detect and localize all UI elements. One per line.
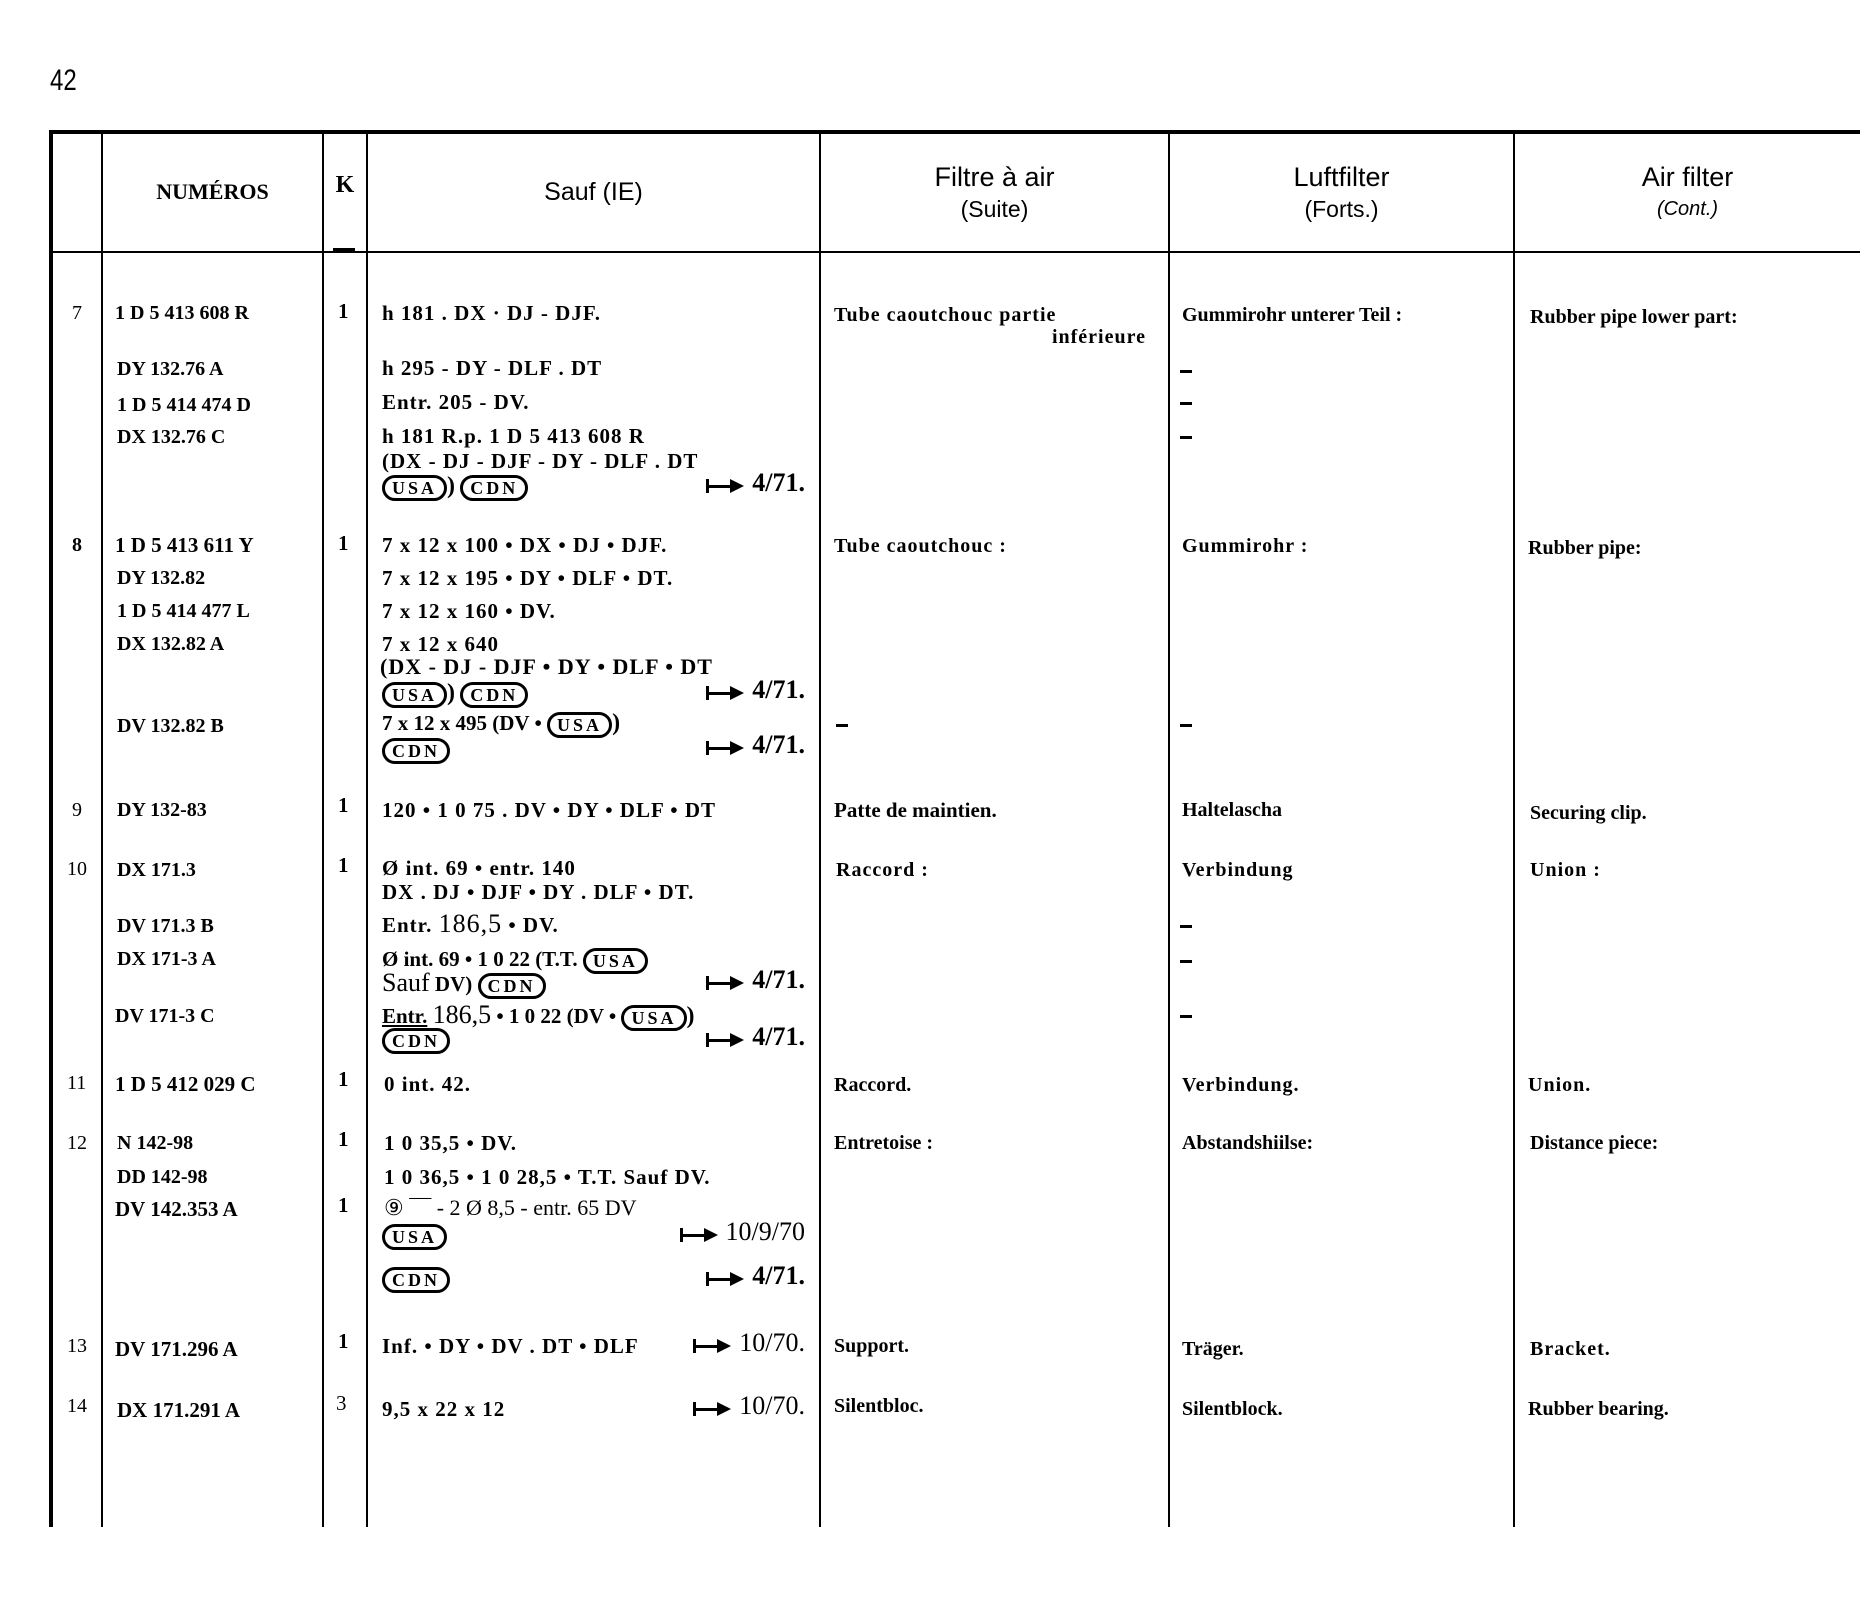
column-divider (1168, 132, 1170, 1527)
part-number: DX 171-3 A (117, 948, 216, 970)
exception-line (382, 970, 546, 999)
date-text: 10/70. (739, 1328, 805, 1357)
country-oval: USA (382, 475, 447, 501)
ditto-dash (1180, 370, 1192, 373)
ditto-dash (836, 724, 848, 727)
row-number: 10 (67, 858, 87, 880)
header-numeros-label: NUMÉROS (156, 179, 269, 204)
description-de: Träger. (1182, 1338, 1244, 1360)
description-en: Rubber bearing. (1528, 1398, 1669, 1420)
exception-text: 7 x 12 x 160 • DV. (382, 599, 556, 623)
arrow-icon (693, 1339, 731, 1353)
country-marks: USA ) CDN (382, 680, 528, 708)
exception-text: 1 0 36,5 • 1 0 28,5 • T.T. Sauf DV. (384, 1165, 711, 1189)
exception-line: Entr. 186,5 • 1 0 22 (DV • USA ) (382, 1002, 695, 1031)
ditto-dash (1180, 925, 1192, 928)
part-number: DX 171.291 A (117, 1398, 241, 1422)
exception-text: 186,5 (432, 1000, 492, 1029)
exception-text: DX . DJ • DJF • DY . DLF • DT. (382, 880, 695, 904)
ditto-dash (1180, 402, 1192, 405)
country-oval: CDN (382, 1267, 450, 1293)
date-text: 4/71. (752, 730, 805, 759)
effective-date (660, 1330, 805, 1357)
description-fr: Entretoise : (834, 1132, 934, 1154)
row-number: 11 (67, 1072, 87, 1094)
exception-text: 7 x 12 x 495 (DV • (382, 711, 542, 735)
country-oval: USA (621, 1005, 686, 1031)
description-de: Gummirohr unterer Teil : (1182, 304, 1403, 326)
exception-text: (DX - DJ - DJF • DY • DLF • DT (380, 654, 713, 679)
row-number: 14 (67, 1395, 87, 1417)
column-divider (1513, 132, 1515, 1527)
part-number: DV 142.353 A (115, 1197, 238, 1221)
header-fr (821, 132, 1168, 252)
effective-date (660, 1393, 805, 1420)
part-number: 1 D 5 414 477 L (117, 600, 250, 622)
header-k (324, 132, 366, 252)
country-marks (382, 736, 450, 764)
header-fr-title: Filtre à air (934, 162, 1055, 192)
arrow-icon (693, 1402, 731, 1416)
row-number: 7 (72, 302, 82, 324)
header-en-title: Air filter (1641, 162, 1734, 192)
date-text: 4/71. (752, 675, 805, 704)
effective-date (680, 1263, 805, 1290)
exception-text: • 1 0 22 (DV • (496, 1004, 617, 1028)
description-de: Haltelascha (1182, 799, 1282, 821)
part-number: DD 142-98 (117, 1166, 208, 1188)
description-fr: inférieure (1051, 326, 1146, 348)
country-oval: CDN (460, 475, 528, 501)
description-en: Rubber pipe: (1528, 537, 1642, 559)
exception-text: h 181 R.p. 1 D 5 413 608 R (382, 424, 645, 448)
country-oval: USA (382, 1224, 447, 1250)
part-number: DV 132.82 B (117, 715, 224, 737)
country-marks (382, 1222, 447, 1250)
description-en: Distance piece: (1530, 1132, 1659, 1154)
part-number: DV 171.296 A (115, 1337, 238, 1361)
quantity: 1 (338, 853, 349, 877)
quantity: 1 (338, 1193, 349, 1217)
exception-text: Entr. (382, 1004, 428, 1028)
exception-text: 120 • 1 0 75 . DV • DY • DLF • DT (382, 798, 717, 822)
exception-text: (DX - DJ - DJF - DY - DLF . DT (382, 449, 699, 473)
arrow-icon (680, 1228, 718, 1242)
quantity: 1 (338, 1067, 349, 1091)
country-oval: CDN (382, 1028, 450, 1054)
ditto-dash (1180, 436, 1192, 439)
country-oval: USA (547, 712, 612, 738)
date-text: 10/70. (739, 1391, 805, 1420)
part-number: 1 D 5 412 029 C (115, 1072, 256, 1096)
page-number: 42 (50, 64, 77, 97)
ditto-dash (1180, 1015, 1192, 1018)
description-fr: Silentbloc. (834, 1395, 924, 1417)
header-en (1515, 132, 1860, 252)
arrow-icon (706, 1272, 744, 1286)
exception-text: Ø int. 69 • entr. 140 (382, 856, 576, 880)
description-de: Gummirohr : (1182, 535, 1309, 557)
exception-text: Entr. 205 - DV. (382, 390, 530, 414)
exception-line: 7 x 12 x 495 (DV • USA ) (382, 710, 620, 738)
quantity: 1 (338, 299, 349, 323)
column-divider (322, 132, 324, 1527)
date-text: 4/71. (752, 1261, 805, 1290)
column-divider (366, 132, 368, 1527)
header-de-subtitle: (Forts.) (1304, 196, 1379, 222)
country-marks (382, 1265, 450, 1293)
description-de: Verbindung (1182, 859, 1294, 881)
row-number: 8 (72, 534, 82, 556)
exception-text: h 295 - DY - DLF . DT (382, 356, 603, 380)
arrow-icon (706, 686, 744, 700)
description-fr: Support. (834, 1335, 910, 1357)
date-text: 4/71. (752, 965, 805, 994)
exception-text: 1 0 35,5 • DV. (384, 1131, 517, 1155)
exception-text: DV) (434, 972, 473, 996)
country-oval: USA (382, 682, 447, 708)
country-marks (382, 1026, 450, 1054)
row-number: 12 (67, 1132, 87, 1154)
effective-date (680, 1024, 805, 1051)
header-de-title: Luftfilter (1293, 162, 1390, 192)
row-number: 13 (67, 1335, 87, 1357)
country-oval: CDN (382, 738, 450, 764)
exception-text: 0 int. 42. (384, 1072, 472, 1096)
description-fr: Raccord : (836, 859, 929, 881)
exception-text: 7 x 12 x 100 • DX • DJ • DJF. (382, 533, 668, 557)
description-fr: Tube caoutchouc : (834, 535, 1007, 557)
exception-text: h 181 . DX · DJ - DJF. (382, 301, 601, 325)
part-number: DY 132.82 (117, 567, 206, 589)
part-number: DY 132.76 A (117, 358, 224, 380)
exception-text: 7 x 12 x 640 (382, 632, 499, 656)
part-number: DX 132.82 A (117, 633, 225, 655)
ditto-dash (1180, 724, 1192, 727)
part-number: DX 132.76 C (117, 426, 226, 448)
effective-date (680, 677, 805, 704)
description-de: Verbindung. (1182, 1074, 1300, 1096)
description-en: Union. (1528, 1074, 1592, 1096)
exception-text: Sauf (382, 968, 430, 997)
exception-text: 186,5 (438, 909, 503, 938)
exception-text: • DV. (508, 913, 559, 937)
effective-date (660, 1219, 805, 1246)
exception-text: Ø int. 69 • 1 0 22 (T.T. (382, 947, 578, 971)
header-sauf (368, 132, 819, 252)
header-numeros (103, 132, 322, 252)
exception-text: Entr. (382, 913, 433, 937)
quantity: 1 (338, 793, 349, 817)
header-en-subtitle: (Cont.) (1656, 198, 1719, 220)
header-fr-subtitle: (Suite) (960, 196, 1029, 222)
country-oval: CDN (478, 973, 546, 999)
part-number: 1 D 5 414 474 D (117, 394, 251, 416)
table-left-border (49, 132, 53, 1527)
description-en: Union : (1530, 859, 1601, 881)
header-k-label: K (335, 172, 355, 198)
effective-date (680, 470, 805, 497)
arrow-icon (706, 741, 744, 755)
country-oval: USA (583, 948, 648, 974)
exception-line (382, 911, 559, 938)
quantity: 1 (338, 1329, 349, 1353)
quantity: 3 (336, 1391, 347, 1415)
header-de (1170, 132, 1513, 252)
exception-text: 7 x 12 x 195 • DY • DLF • DT. (382, 566, 674, 590)
date-text: 4/71. (752, 468, 805, 497)
arrow-icon (706, 479, 744, 493)
date-text: 4/71. (752, 1022, 805, 1051)
ditto-dash (1180, 960, 1192, 963)
country-marks: USA ) CDN (382, 473, 528, 501)
country-oval: CDN (460, 682, 528, 708)
exception-text: Inf. • DY • DV . DT • DLF (382, 1334, 639, 1358)
exception-text: 9,5 x 22 x 12 (382, 1397, 506, 1421)
description-de: Silentblock. (1182, 1398, 1283, 1420)
part-number: DV 171.3 B (117, 915, 214, 937)
effective-date (680, 967, 805, 994)
effective-date (680, 732, 805, 759)
part-number: 1 D 5 413 608 R (115, 302, 249, 324)
date-text: 10/9/70 (725, 1217, 805, 1246)
arrow-icon (706, 976, 744, 990)
quantity: 1 (338, 1127, 349, 1151)
part-number: DY 132-83 (117, 799, 207, 821)
column-divider (101, 132, 103, 1527)
part-number: N 142-98 (117, 1132, 194, 1154)
row-number: 9 (72, 799, 82, 821)
exception-text: ⑨ ¯¯ - 2 Ø 8,5 - entr. 65 DV (384, 1195, 637, 1220)
column-divider (819, 132, 821, 1527)
part-number: 1 D 5 413 611 Y (115, 533, 254, 557)
description-fr: Raccord. (834, 1074, 912, 1096)
description-fr: Patte de maintien. (834, 798, 997, 822)
part-number: DV 171-3 C (115, 1005, 215, 1027)
header-sauf-label: Sauf (IE) (544, 178, 643, 206)
description-en: Securing clip. (1530, 802, 1647, 824)
quantity: 1 (338, 531, 349, 555)
description-fr: Tube caoutchouc partie (834, 304, 1057, 326)
description-de: Abstandshiilse: (1182, 1132, 1314, 1154)
part-number: DX 171.3 (117, 859, 196, 881)
arrow-icon (706, 1033, 744, 1047)
description-en: Rubber pipe lower part: (1530, 306, 1738, 328)
description-en: Bracket. (1530, 1338, 1611, 1360)
